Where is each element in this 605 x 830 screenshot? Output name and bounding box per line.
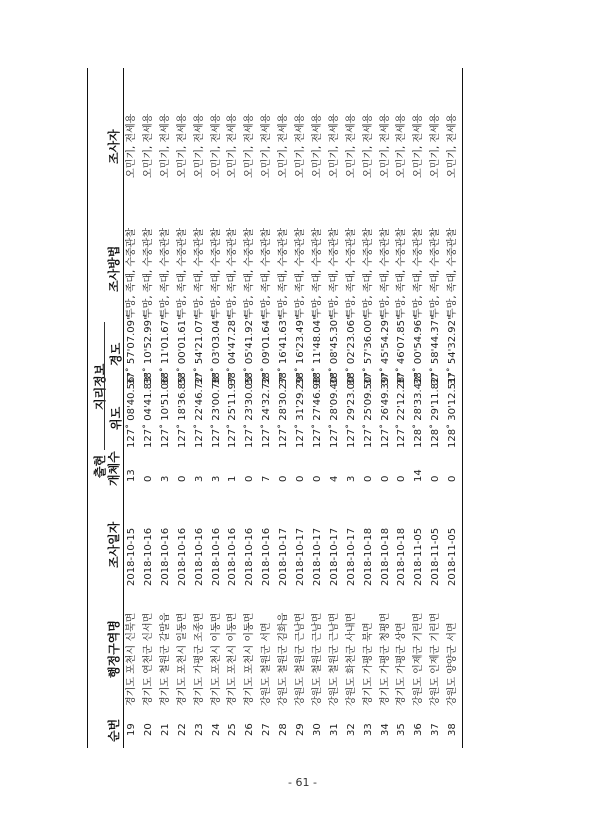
cell-lat: 127˚ 26'49.39"	[379, 372, 391, 448]
cell-area: 강원도 인제군 기린면	[413, 612, 425, 706]
cell-lat: 127˚ 22'12.28"	[396, 372, 408, 448]
cell-lat: 127˚ 22'46.72"	[193, 372, 205, 448]
table-bottom-rule	[462, 68, 463, 748]
cell-no: 28	[278, 723, 290, 736]
cell-area: 경기도 포천시 이동면	[210, 612, 222, 706]
cell-date: 2018-10-17	[278, 527, 290, 586]
cell-count: 0	[142, 475, 154, 482]
cell-area: 경기도 포천시 이동면	[227, 612, 239, 706]
cell-area: 강원도 화천군 사내면	[345, 612, 357, 706]
cell-lat: 128˚ 28'33.42"	[413, 372, 425, 448]
cell-area: 경기도 포천시 이동면	[244, 612, 256, 706]
cell-researcher: 오민기, 전세용	[227, 113, 239, 178]
cell-area: 강원도 철원군 서면	[261, 622, 273, 706]
header-lat: 위도	[109, 406, 123, 430]
cell-no: 33	[362, 723, 374, 736]
cell-researcher: 오민기, 전세용	[244, 113, 256, 178]
cell-lon: 38˚ 11'48.04"	[311, 315, 323, 385]
cell-no: 26	[244, 723, 256, 736]
cell-no: 21	[159, 723, 171, 736]
cell-researcher: 오민기, 전세용	[159, 113, 171, 178]
cell-date: 2018-10-16	[227, 527, 239, 586]
cell-area: 강원도 양양군 서면	[447, 622, 459, 706]
cell-lat: 127˚ 29'23.00"	[345, 372, 357, 448]
cell-method: 투망, 족대, 수중관찰	[447, 228, 459, 318]
cell-method: 투망, 족대, 수중관찰	[413, 228, 425, 318]
cell-count: 0	[176, 475, 188, 482]
cell-lat: 127˚ 10'51.06"	[159, 372, 171, 448]
cell-lon: 38˚ 08'45.30"	[328, 315, 340, 385]
cell-no: 20	[142, 723, 154, 736]
cell-lon: 38˚ 10'52.99"	[142, 315, 154, 385]
cell-no: 36	[413, 723, 425, 736]
cell-area: 경기도 가평군 청평면	[379, 612, 391, 706]
cell-method: 투망, 족대, 수중관찰	[176, 228, 188, 318]
cell-lon: 37˚ 46'07.85"	[396, 315, 408, 385]
cell-lon: 37˚ 54'32.92"	[447, 315, 459, 385]
cell-lat: 128˚ 30'12.51"	[447, 372, 459, 448]
cell-count: 3	[193, 475, 205, 482]
cell-lon: 38˚ 04'47.28"	[227, 315, 239, 385]
cell-date: 2018-10-18	[362, 527, 374, 586]
header-area: 행정구역명	[107, 620, 121, 678]
cell-researcher: 오민기, 전세용	[193, 113, 205, 178]
cell-lat: 127˚ 18'36.85"	[176, 372, 188, 448]
header-geo-subrule	[104, 322, 105, 450]
cell-date: 2018-10-16	[244, 527, 256, 586]
cell-researcher: 오민기, 전세용	[379, 113, 391, 178]
cell-area: 경기도 철원군 갈말읍	[159, 612, 171, 706]
cell-lon: 38˚ 03'03.04"	[210, 315, 222, 385]
cell-date: 2018-10-17	[295, 527, 306, 586]
cell-no: 31	[328, 723, 340, 736]
cell-date: 2018-10-18	[379, 527, 391, 586]
cell-lon: 37˚ 57'36.00"	[362, 315, 374, 385]
cell-count: 14	[413, 469, 425, 482]
cell-method: 투망, 족대, 수중관찰	[159, 228, 171, 318]
cell-method: 투망, 족대, 수중관찰	[261, 228, 273, 318]
cell-date: 2018-10-17	[311, 527, 323, 586]
cell-count: 7	[261, 475, 273, 482]
cell-count: 0	[278, 475, 290, 482]
cell-researcher: 오민기, 전세용	[447, 113, 459, 178]
cell-date: 2018-10-16	[210, 527, 222, 586]
cell-researcher: 오민기, 전세용	[142, 113, 154, 178]
cell-count: 0	[379, 475, 391, 482]
cell-area: 경기도 가평군 조종면	[193, 612, 205, 706]
cell-no: 22	[176, 723, 188, 736]
cell-lat: 127˚ 23'30.05"	[244, 372, 256, 448]
cell-method: 투망, 족대, 수중관찰	[244, 228, 256, 318]
cell-count: 0	[430, 475, 442, 482]
cell-no: 30	[311, 723, 323, 736]
cell-no: 32	[345, 723, 357, 736]
cell-researcher: 오민기, 전세용	[396, 113, 408, 178]
cell-researcher: 오민기, 전세용	[430, 113, 442, 178]
cell-lon: 37˚ 54'21.07"	[193, 315, 205, 385]
cell-count: 0	[311, 475, 323, 482]
page-number: - 61 -	[288, 776, 317, 789]
cell-method: 투망, 족대, 수중관찰	[142, 228, 154, 318]
cell-count: 0	[447, 475, 459, 482]
cell-date: 2018-11-05	[447, 527, 459, 586]
cell-researcher: 오민기, 전세용	[210, 113, 222, 178]
cell-lat: 127˚ 28'30.27"	[278, 372, 290, 448]
header-count-bottom: 개체수	[107, 451, 121, 486]
cell-count: 3	[159, 475, 171, 482]
cell-count: 0	[396, 475, 408, 482]
cell-no: 35	[396, 723, 408, 736]
cell-researcher: 오민기, 전세용	[328, 113, 340, 178]
cell-no: 27	[261, 723, 273, 736]
cell-area: 경기도 포천시 신북면	[126, 612, 137, 706]
cell-lon: 38˚ 16'41.63"	[278, 315, 290, 385]
cell-count: 0	[244, 475, 256, 482]
cell-date: 2018-10-18	[396, 527, 408, 586]
cell-researcher: 오민기, 전세용	[345, 113, 357, 178]
cell-date: 2018-11-05	[413, 527, 425, 586]
header-lon: 경도	[109, 342, 123, 366]
cell-date: 2018-10-15	[126, 527, 137, 586]
cell-date: 2018-11-05	[430, 527, 442, 586]
cell-method: 투망, 족대, 수중관찰	[295, 228, 306, 318]
cell-area: 강원도 철원군 근남면	[311, 612, 323, 706]
cell-area: 경기도 포천시 일동면	[176, 612, 188, 706]
cell-lat: 127˚ 27'46.98"	[311, 372, 323, 448]
header-researcher: 조사자	[107, 129, 121, 164]
cell-lon: 37˚ 45'54.29"	[379, 315, 391, 385]
cell-researcher: 오민기, 전세용	[126, 113, 137, 178]
cell-count: 0	[362, 475, 374, 482]
cell-area: 강원도 철원군 김화읍	[278, 612, 290, 706]
cell-area: 경기도 가평군 북면	[362, 622, 374, 706]
cell-no: 37	[430, 723, 442, 736]
cell-researcher: 오민기, 전세용	[176, 113, 188, 178]
cell-lon: 38˚ 00'54.96"	[413, 315, 425, 385]
cell-lon: 38˚ 16'23.49"	[295, 315, 306, 385]
header-geo: 지리정보	[93, 363, 107, 410]
cell-count: 13	[126, 469, 137, 482]
cell-researcher: 오민기, 전세용	[261, 113, 273, 178]
cell-no: 34	[379, 723, 391, 736]
cell-method: 투망, 족대, 수중관찰	[328, 228, 340, 318]
cell-no: 25	[227, 723, 239, 736]
cell-lon: 37˚ 57'07.09"	[126, 315, 137, 385]
cell-area: 경기도 가평군 상면	[396, 622, 408, 706]
cell-method: 투망, 족대, 수중관찰	[193, 228, 205, 318]
cell-no: 24	[210, 723, 222, 736]
cell-researcher: 오민기, 전세용	[311, 113, 323, 178]
cell-method: 투망, 족대, 수중관찰	[278, 228, 290, 318]
cell-method: 투망, 족대, 수중관찰	[362, 228, 374, 318]
cell-date: 2018-10-16	[261, 527, 273, 586]
cell-date: 2018-10-17	[345, 527, 357, 586]
cell-no: 19	[126, 723, 137, 736]
header-no: 순번	[107, 718, 121, 742]
cell-method: 투망, 족대, 수중관찰	[345, 228, 357, 318]
cell-lat: 127˚ 25'09.50"	[362, 372, 374, 448]
cell-no: 23	[193, 723, 205, 736]
cell-lat: 127˚ 31'29.29"	[295, 372, 306, 448]
cell-method: 투망, 족대, 수중관찰	[126, 228, 137, 318]
cell-area: 경기도 연천군 신서면	[142, 612, 154, 706]
cell-lon: 38˚ 11'01.67"	[159, 315, 171, 385]
cell-researcher: 오민기, 전세용	[278, 113, 290, 178]
cell-researcher: 오민기, 전세용	[362, 113, 374, 178]
header-count-top: 출현	[93, 454, 107, 478]
cell-method: 투망, 족대, 수중관찰	[210, 228, 222, 318]
cell-lon: 38˚ 09'01.64"	[261, 315, 273, 385]
cell-count: 3	[345, 475, 357, 482]
cell-count: 3	[210, 475, 222, 482]
cell-count: 1	[227, 475, 239, 482]
cell-lat: 127˚ 04'41.83"	[142, 372, 154, 448]
rotated-table	[87, 68, 462, 748]
header-date: 조사일자	[107, 521, 121, 568]
cell-date: 2018-10-16	[142, 527, 154, 586]
cell-date: 2018-10-17	[328, 527, 340, 586]
cell-method: 투망, 족대, 수중관찰	[379, 228, 391, 318]
header-method: 조사방법	[107, 245, 121, 292]
cell-lat: 127˚ 28'09.40"	[328, 372, 340, 448]
cell-lat: 127˚ 24'32.72"	[261, 372, 273, 448]
cell-area: 강원도 인제군 기린면	[430, 612, 442, 706]
cell-no: 38	[447, 723, 459, 736]
cell-date: 2018-10-16	[176, 527, 188, 586]
cell-no: 29	[295, 723, 306, 736]
cell-lon: 38˚ 02'23.06"	[345, 315, 357, 385]
cell-count: 4	[328, 475, 340, 482]
cell-method: 투망, 족대, 수중관찰	[311, 228, 323, 318]
cell-lon: 38˚ 00'01.61"	[176, 315, 188, 385]
table-top-rule	[87, 68, 88, 748]
cell-method: 투망, 족대, 수중관찰	[396, 228, 408, 318]
cell-lat: 128˚ 29'11.82"	[430, 372, 442, 448]
cell-area: 강원도 철원군 근남면	[328, 612, 340, 706]
cell-researcher: 오민기, 전세용	[413, 113, 425, 178]
cell-area: 강원도 철원군 근남면	[295, 612, 306, 706]
cell-lat: 127˚ 23'00.78"	[210, 372, 222, 448]
cell-method: 투망, 족대, 수중관찰	[430, 228, 442, 318]
cell-lon: 38˚ 05'41.92"	[244, 315, 256, 385]
cell-lon: 37˚ 58'44.37"	[430, 315, 442, 385]
cell-date: 2018-10-16	[159, 527, 171, 586]
cell-method: 투망, 족대, 수중관찰	[227, 228, 239, 318]
cell-researcher: 오민기, 전세용	[295, 113, 306, 178]
cell-count: 0	[295, 475, 306, 482]
cell-date: 2018-10-16	[193, 527, 205, 586]
cell-lat: 127˚ 25'11.97"	[227, 372, 239, 448]
cell-lat: 127˚ 08'40.56"	[126, 372, 137, 448]
